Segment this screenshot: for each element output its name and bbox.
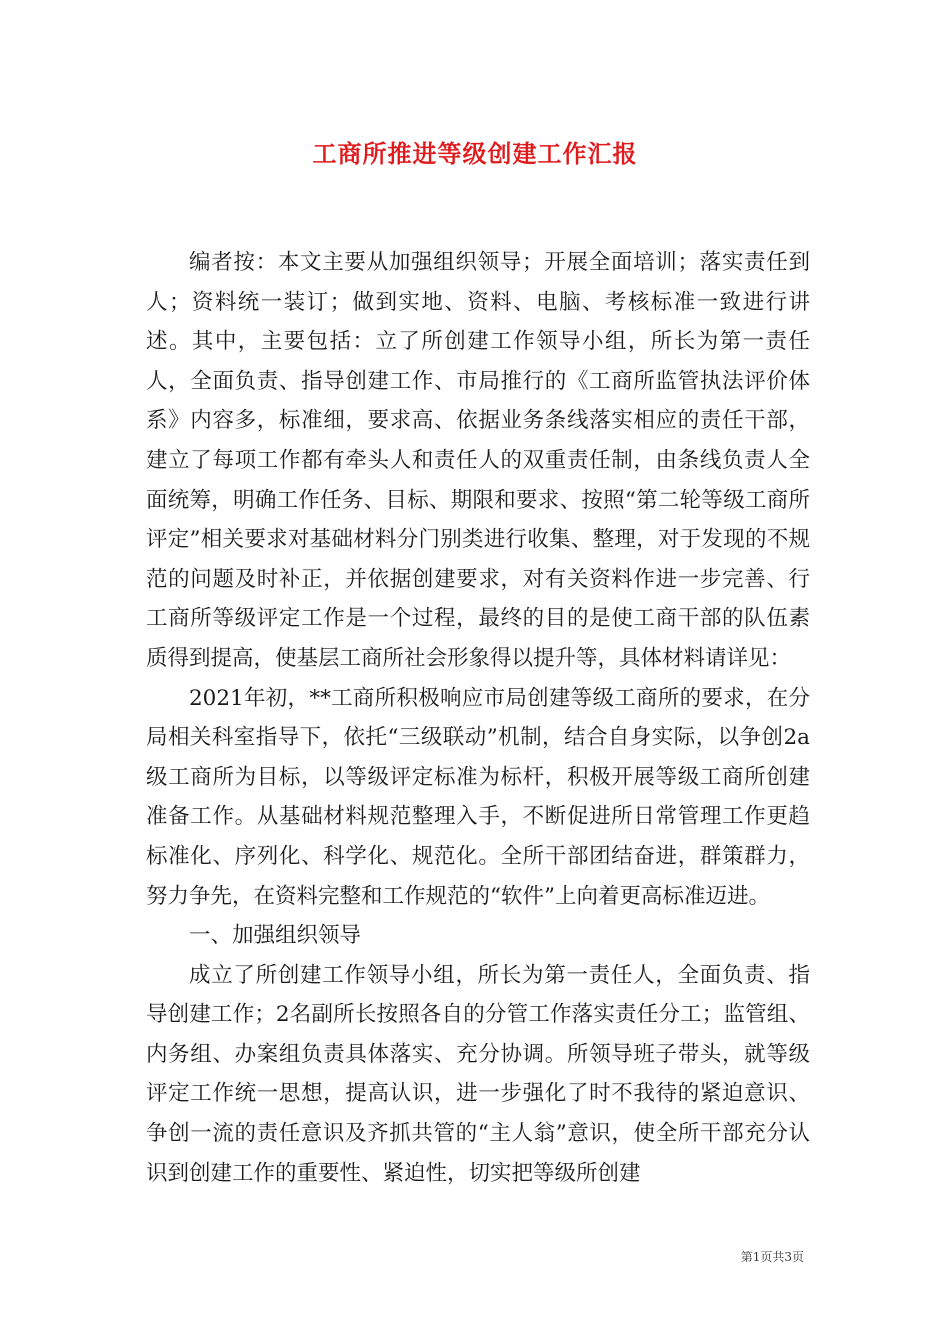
section-heading: 一、加强组织领导 — [189, 923, 362, 949]
intro-paragraph: 2021年初，**工商所积极响应市局创建等级工商所的要求，在分局相关科室指导下，依托“三级联动”机制，结合自身实际，以争创2a级工商所为目标，以等级评定标准为标杆，积极开展等级工商所创建准备工作。从基础材料规范整理入手，不断促进所日常管理工作更趋标准化、序列化、科学化、规范化。全所干部团结奋进，群策群力，努力争先，在资料完整和工作规范的“软件”上向着更高标准迈进。 — [146, 685, 810, 909]
section-paragraph: 成立了所创建工作领导小组，所长为第一责任人，全面负责、指导创建工作；2名副所长按照各自的分管工作落实责任分工；监管组、内务组、办案组负责具体落实、充分协调。所领导班子带头，就等级评定工作统一思想，提高认识，进一步强化了时不我待的紧迫意识、争创一流的责任意识及齐抓共管的“主人翁”意识，使全所干部充分认识到创建工作的重要性、紧迫性，切实把等级所创建 — [146, 962, 810, 1186]
document-body — [146, 243, 810, 1193]
document-title: 工商所推进等级创建工作汇报 — [312, 139, 638, 168]
page-number: 第1页共3页 — [740, 1250, 804, 1264]
editor-note-paragraph: 编者按：本文主要从加强组织领导；开展全面培训；落实责任到人；资料统一装订；做到实地、资料、电脑、考核标准一致进行讲述。其中，主要包括：立了所创建工作领导小组，所长为第一责任人，全面负责、指导创建工作、市局推行的《工商所监管执法评价体系》内容多，标准细，要求高、依据业务条线落实相应的责任干部，建立了每项工作都有牵头人和责任人的双重责任制，由条线负责人全面统筹，明确工作任务、目标、期限和要求、按照“第二轮等级工商所评定”相关要求对基础材料分门别类进行收集、整理，对于发现的不规范的问题及时补正，并依据创建要求，对有关资料作进一步完善、行工商所等级评定工作是一个过程，最终的目的是使工商干部的队伍素质得到提高，使基层工商所社会形象得以提升等，具体材料请详见： — [146, 250, 810, 671]
